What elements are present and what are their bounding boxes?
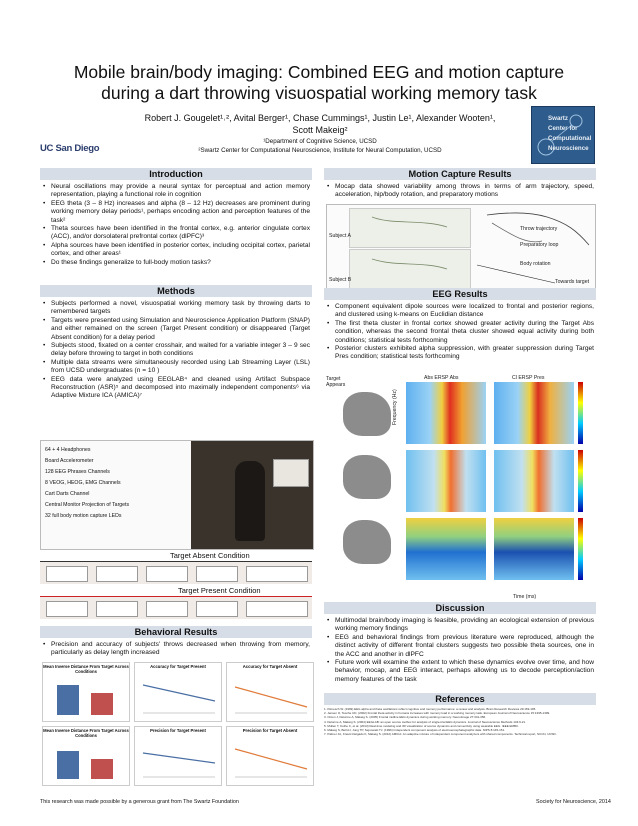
list-item: • Component equivalent dipole sources were localized to frontal and posterior regions, and clustered using k-means on Euclidian distance: [326, 303, 594, 320]
setup-label: Central Monitor Projection of Targets: [45, 502, 130, 508]
dipole-brain-image: [343, 392, 391, 436]
body-rotation-label: Body rotation: [520, 261, 551, 267]
setup-label: 128 EEG Phrases Channels: [45, 469, 110, 475]
mocap-figure: [326, 204, 596, 290]
ersp-column-title: Cl ERSP Pres: [512, 375, 545, 381]
discussion-heading: Discussion: [324, 602, 596, 614]
ersp-map: [406, 382, 486, 444]
ersp-map: [494, 450, 574, 512]
ersp-x-axis-label: Time (ms): [513, 594, 537, 600]
behavioral-list: [42, 641, 310, 658]
authors-line-1: Robert J. Gougelet¹˒², Avital Berger¹, Chase Cummings¹, Justin Le¹, Alexander Wooten¹,: [144, 113, 496, 123]
behavior-chart: [226, 662, 314, 722]
reference-item: 1. Klimesch W. (1999) EEG alpha and theta oscillations reflect cognitive and memory performance: a review and analysis. Brain Research Reviews 29:169-195.: [324, 707, 537, 711]
frame-thumbnail: [146, 601, 188, 617]
ersp-colorbar: [578, 450, 583, 512]
affiliation-1: ¹Department of Cognitive Science, UCSD: [263, 138, 377, 145]
chart-title: Precision for Target Absent: [242, 728, 298, 733]
frame-thumbnail: [96, 566, 138, 582]
condition-absent-strip: [40, 561, 312, 584]
frame-thumbnail: [96, 601, 138, 617]
list-item: • EEG and behavioral findings from previous literature were reproduced, although the distinct activity of different frontal clusters suggests two possible theta sources, one in the ACC and another in dlPFC: [326, 634, 594, 659]
behavior-chart: [42, 662, 130, 722]
list-item: • Neural oscillations may provide a neural syntax for perceptual and action memory representation, playing a functional role in cognition: [42, 183, 310, 200]
chart-title: Mean Inverse Distance From Target Across Conditions: [43, 728, 129, 738]
sccn-logo-line-1: Swartz: [548, 115, 568, 122]
sccn-logo-line-2: Center for: [548, 125, 578, 132]
participant-silhouette: [235, 461, 265, 541]
condition-absent-label: Target Absent Condition: [170, 551, 250, 560]
trend-plot: [227, 727, 313, 785]
behavioral-heading: Behavioral Results: [40, 626, 312, 638]
ersp-y-axis-label: Frequency (Hz): [392, 389, 398, 425]
setup-labels: [45, 445, 129, 522]
list-item: • Do these findings generalize to full-body motion tasks?: [42, 259, 310, 267]
list-item: • Subjects stood, fixated on a center crosshair, and waited for a variable integer 3 – 9 sec delay before throwing to target in both conditions: [42, 342, 310, 359]
list-item: • Alpha sources have been identified in posterior cortex, including occipital cortex, parietal cortex, and other areas¹: [42, 242, 310, 259]
list-item: • Multimodal brain/body imaging is feasible, providing an ecological extension of previous working memory findings: [326, 617, 594, 634]
setup-label: Board Accelerometer: [45, 458, 94, 464]
frame-thumbnail: [196, 601, 238, 617]
ucsd-logo: UC San Diego: [40, 143, 100, 154]
eeg-list: [326, 303, 594, 362]
behavior-chart: [134, 662, 222, 722]
chart-bar: [57, 685, 79, 715]
methods-heading: Methods: [40, 285, 312, 297]
chart-title: Accuracy for Target Present: [150, 664, 206, 669]
poster-title: [40, 62, 598, 104]
list-item: • The first theta cluster in frontal cortex showed greater activity during the Target Abs condition, whereas the second frontal theta cluster showed equal activity during both conditions; statistical tests forthcoming: [326, 320, 594, 345]
list-item: • Mocap data showed variability among throws in terms of arm trajectory, speed, acceleration, hip/body rotation, and preparatory motions: [326, 183, 594, 200]
list-item: • Precision and accuracy of subjects' throws decreased when throwing from memory, particularly as delay length increased: [42, 641, 310, 658]
list-item: • Theta sources have been identified in the frontal cortex, e.g. anterior cingulate cortex (ACC), and/or dorsolateral prefrontal cortex (dlPFC)³: [42, 225, 310, 242]
condition-present-strip: [40, 596, 312, 619]
ersp-map: [406, 518, 486, 580]
list-item: • EEG theta (3 – 8 Hz) increases and alpha (8 – 12 Hz) decreases are prominent during working memory delay periods¹, perhaps encoding action and perception features of the task²: [42, 200, 310, 225]
frame-thumbnail: [46, 566, 88, 582]
ersp-colorbar: [578, 382, 583, 444]
reference-item: 3. Onton J, Delorme A, Makeig S. (2005) Frontal midline EEG dynamics during working memory. NeuroImage 27:341-356.: [324, 715, 487, 720]
trend-plot: [227, 663, 313, 721]
list-item: • EEG data were analyzed using EEGLAB⁴ and cleaned using Artifact Subspace Reconstruction (ASR)⁵ and decomposed into maximally independent components⁶ via Adaptive Mixture ICA (AMICA)⁷: [42, 376, 310, 401]
ersp-map: [494, 382, 574, 444]
dipole-brain-image: [343, 520, 391, 564]
title-line-1: Mobile brain/body imaging: Combined EEG and motion capture: [73, 62, 565, 82]
reference-item: 4. Delorme A, Makeig S. (2004) EEGLAB: an open source toolbox for analysis of single-trial EEG dynamics. Journal of Neuroscience Methods 134:9-21.: [324, 719, 526, 724]
setup-photo-figure: [40, 440, 314, 550]
preparatory-loop-label: Preparatory loop: [520, 242, 559, 248]
subject-a-label: Subject A: [329, 233, 351, 239]
motion-list: [326, 183, 594, 200]
chart-title: Accuracy for Target Absent: [242, 664, 298, 669]
sccn-logo-line-4: Neuroscience: [548, 145, 589, 152]
reference-list: [324, 707, 596, 736]
reference-item: 2. Jensen O, Tesche CD. (2002) Frontal theta activity in humans increases with memory load in a working memory task. European Journal of Neuroscience 15:1395-1399.: [324, 711, 551, 716]
setup-photo: [191, 441, 313, 549]
setup-label: 64 + 4 Headphones: [45, 447, 91, 453]
chart-bar: [91, 693, 113, 715]
reference-item: 5. Mullen T, Kothe C, et al. (2013) Real-time modeling and 3D visualization of source dynamics and connectivity using wearable EEG. IEEE EMBC.: [324, 723, 520, 728]
dipole-brain-image: [343, 455, 391, 499]
frame-thumbnail: [246, 566, 308, 582]
list-item: • Targets were presented using Simulation and Neuroscience Application Platform (SNAP) and either remained on the screen (Target Present condition) or disappeared (Target Absent condition) for a delay period: [42, 317, 310, 342]
chart-bar: [91, 759, 113, 779]
throw-trajectory-label: Throw trajectory: [520, 226, 558, 232]
condition-present-label: Target Present Condition: [178, 586, 261, 595]
frame-thumbnail: [246, 601, 308, 617]
affiliation-2: ²Swartz Center for Computational Neuroscience, Institute for Neural Computation, UCSD: [198, 146, 442, 154]
list-item: • Future work will examine the extent to which these dynamics evolve over time, and how behavior, mocap, and EEG interact, perhaps allowing us to decode perception/action memory features of the task: [326, 659, 594, 684]
funding-note: This research was made possible by a generous grant from The Swartz Foundation: [40, 799, 239, 805]
reference-item: 7. Palmer JA, Kreutz-Delgado K, Makeig S. (2012) AMICA: An adaptive mixture of independent component analyzers with shared components. Technical report, SCCN, UCSD.: [324, 732, 557, 737]
setup-label: 8 VEOG, HEOG, EMG Channels: [45, 480, 121, 486]
author-list: [110, 112, 530, 136]
introduction-list: [42, 183, 310, 267]
list-item: • Posterior clusters exhibited alpha suppression, with greater suppression during Target Pres condition; statistical tests forthcoming: [326, 345, 594, 362]
towards-target-label: Towards target: [555, 279, 590, 285]
ersp-map: [494, 518, 574, 580]
chart-bar: [57, 751, 79, 779]
setup-label: Cart Darts Channel: [45, 491, 90, 497]
frame-thumbnail: [196, 566, 238, 582]
chart-title: Precision for Target Present: [150, 728, 206, 733]
title-line-2: during a dart throwing visuospatial working memory task: [101, 83, 537, 103]
behavior-chart: [134, 726, 222, 786]
chart-title: Mean Inverse Distance From Target Across Conditions: [43, 664, 129, 674]
reference-item: 6. Makeig S, Bell AJ, Jung TP, Sejnowski TJ. (1996) Independent component analysis of electroencephalographic data. NIPS 8:145-151.: [324, 728, 505, 733]
frame-thumbnail: [46, 601, 88, 617]
ersp-map: [406, 450, 486, 512]
sccn-logo: [531, 106, 595, 164]
target-appears-label: Target Appears: [326, 376, 346, 388]
ersp-column-title: Abs ERSP Abs: [424, 375, 459, 381]
ersp-colorbar: [578, 518, 583, 580]
behavior-chart: [42, 726, 130, 786]
target-screen: [273, 459, 309, 487]
list-item: • Subjects performed a novel, visuospatial working memory task by throwing darts to remembered targets: [42, 300, 310, 317]
affiliations: [110, 138, 530, 155]
conference-note: Society for Neuroscience, 2014: [536, 799, 611, 805]
behavior-chart: [226, 726, 314, 786]
trend-plot: [135, 727, 221, 785]
frame-thumbnail: [146, 566, 188, 582]
eeg-heading: EEG Results: [324, 288, 596, 300]
discussion-list: [326, 617, 594, 684]
methods-list: [42, 300, 310, 401]
trend-plot: [135, 663, 221, 721]
setup-label: 32 full body motion capture LEDs: [45, 513, 122, 519]
subject-b-label: Subject B: [329, 277, 352, 283]
references-heading: References: [324, 693, 596, 705]
list-item: • Multiple data streams were simultaneously recorded using Lab Streaming Layer (LSL) from UCSD undergraduates (n = 10 ): [42, 359, 310, 376]
authors-line-2: Scott Makeig²: [292, 125, 348, 135]
motion-heading: Motion Capture Results: [324, 168, 596, 180]
sccn-logo-line-3: Computational: [548, 135, 592, 142]
introduction-heading: Introduction: [40, 168, 312, 180]
